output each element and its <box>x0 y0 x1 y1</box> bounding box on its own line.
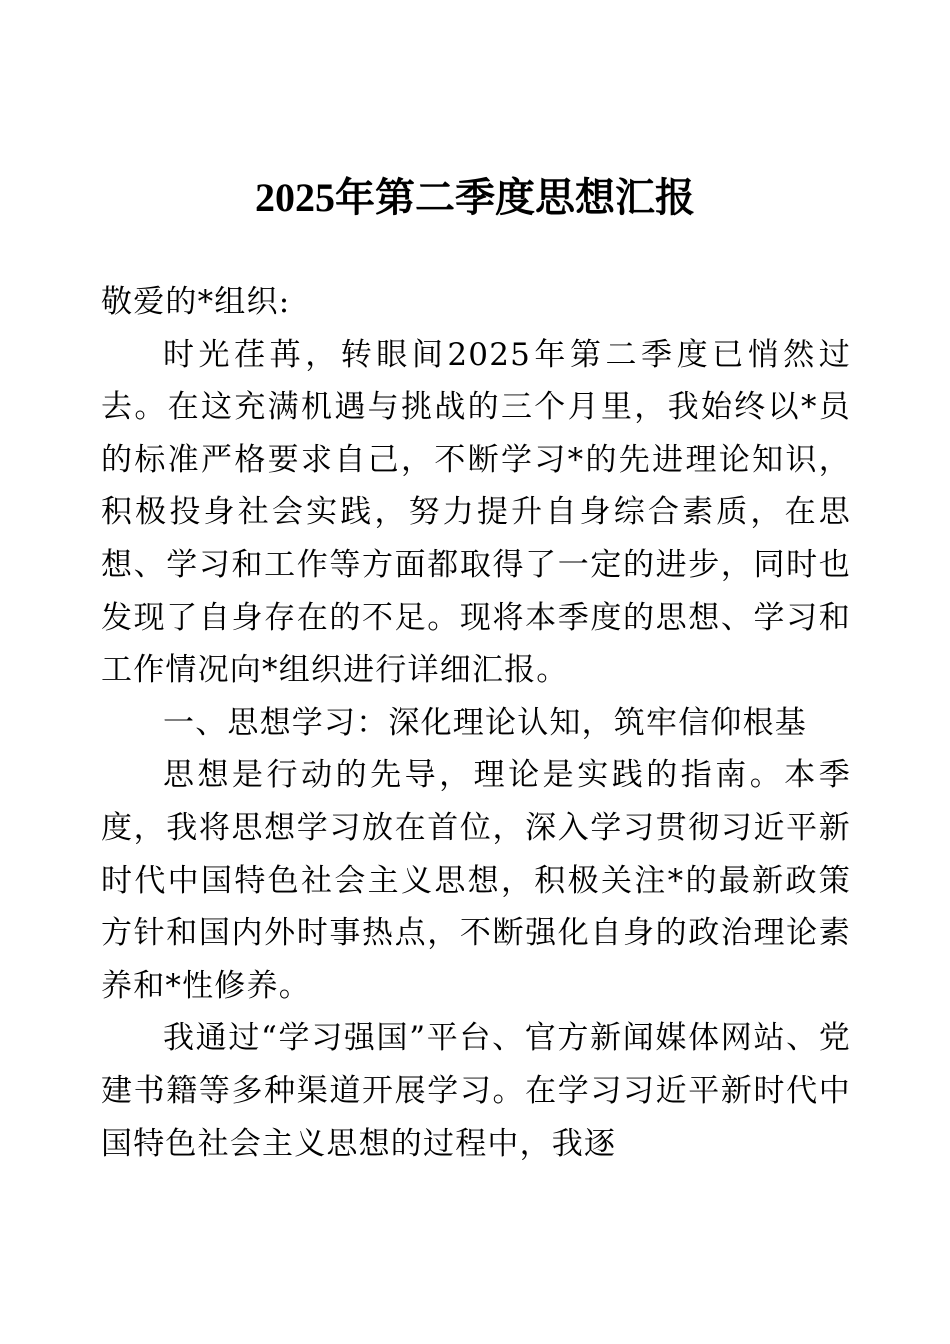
section-heading-1: 一、思想学习：深化理论认知，筑牢信仰根基 <box>163 704 807 741</box>
paragraph-study-channels: 我通过“学习强国”平台、官方新闻媒体网站、党建书籍等多种渠道开展学习。在学习习近平新时代中国特色社会主义思想的过程中，我逐 <box>101 1020 851 1162</box>
document-title: 2025年第二季度思想汇报 <box>255 175 695 220</box>
paragraph-intro: 时光荏苒，转眼间2025年第二季度已悄然过去。在这充满机遇与挑战的三个月里，我始终以*员的标准严格要求自己，不断学习*的先进理论知识，积极投身社会实践，努力提升自身综合素质，在思想、学习和工作等方面都取得了一定的进步，同时也发现了自身存在的不足。现将本季度的思想、学习和工作情况向*组织进行详细汇报。 <box>101 336 851 689</box>
document-body <box>101 276 851 1170</box>
paragraph-thought-study: 思想是行动的先导，理论是实践的指南。本季度，我将思想学习放在首位，深入学习贯彻习近平新时代中国特色社会主义思想，积极关注*的最新政策方针和国内外时事热点，不断强化自身的政治理论素养和*性修养。 <box>101 757 851 1004</box>
salutation: 敬爱的*组织: <box>101 284 291 320</box>
